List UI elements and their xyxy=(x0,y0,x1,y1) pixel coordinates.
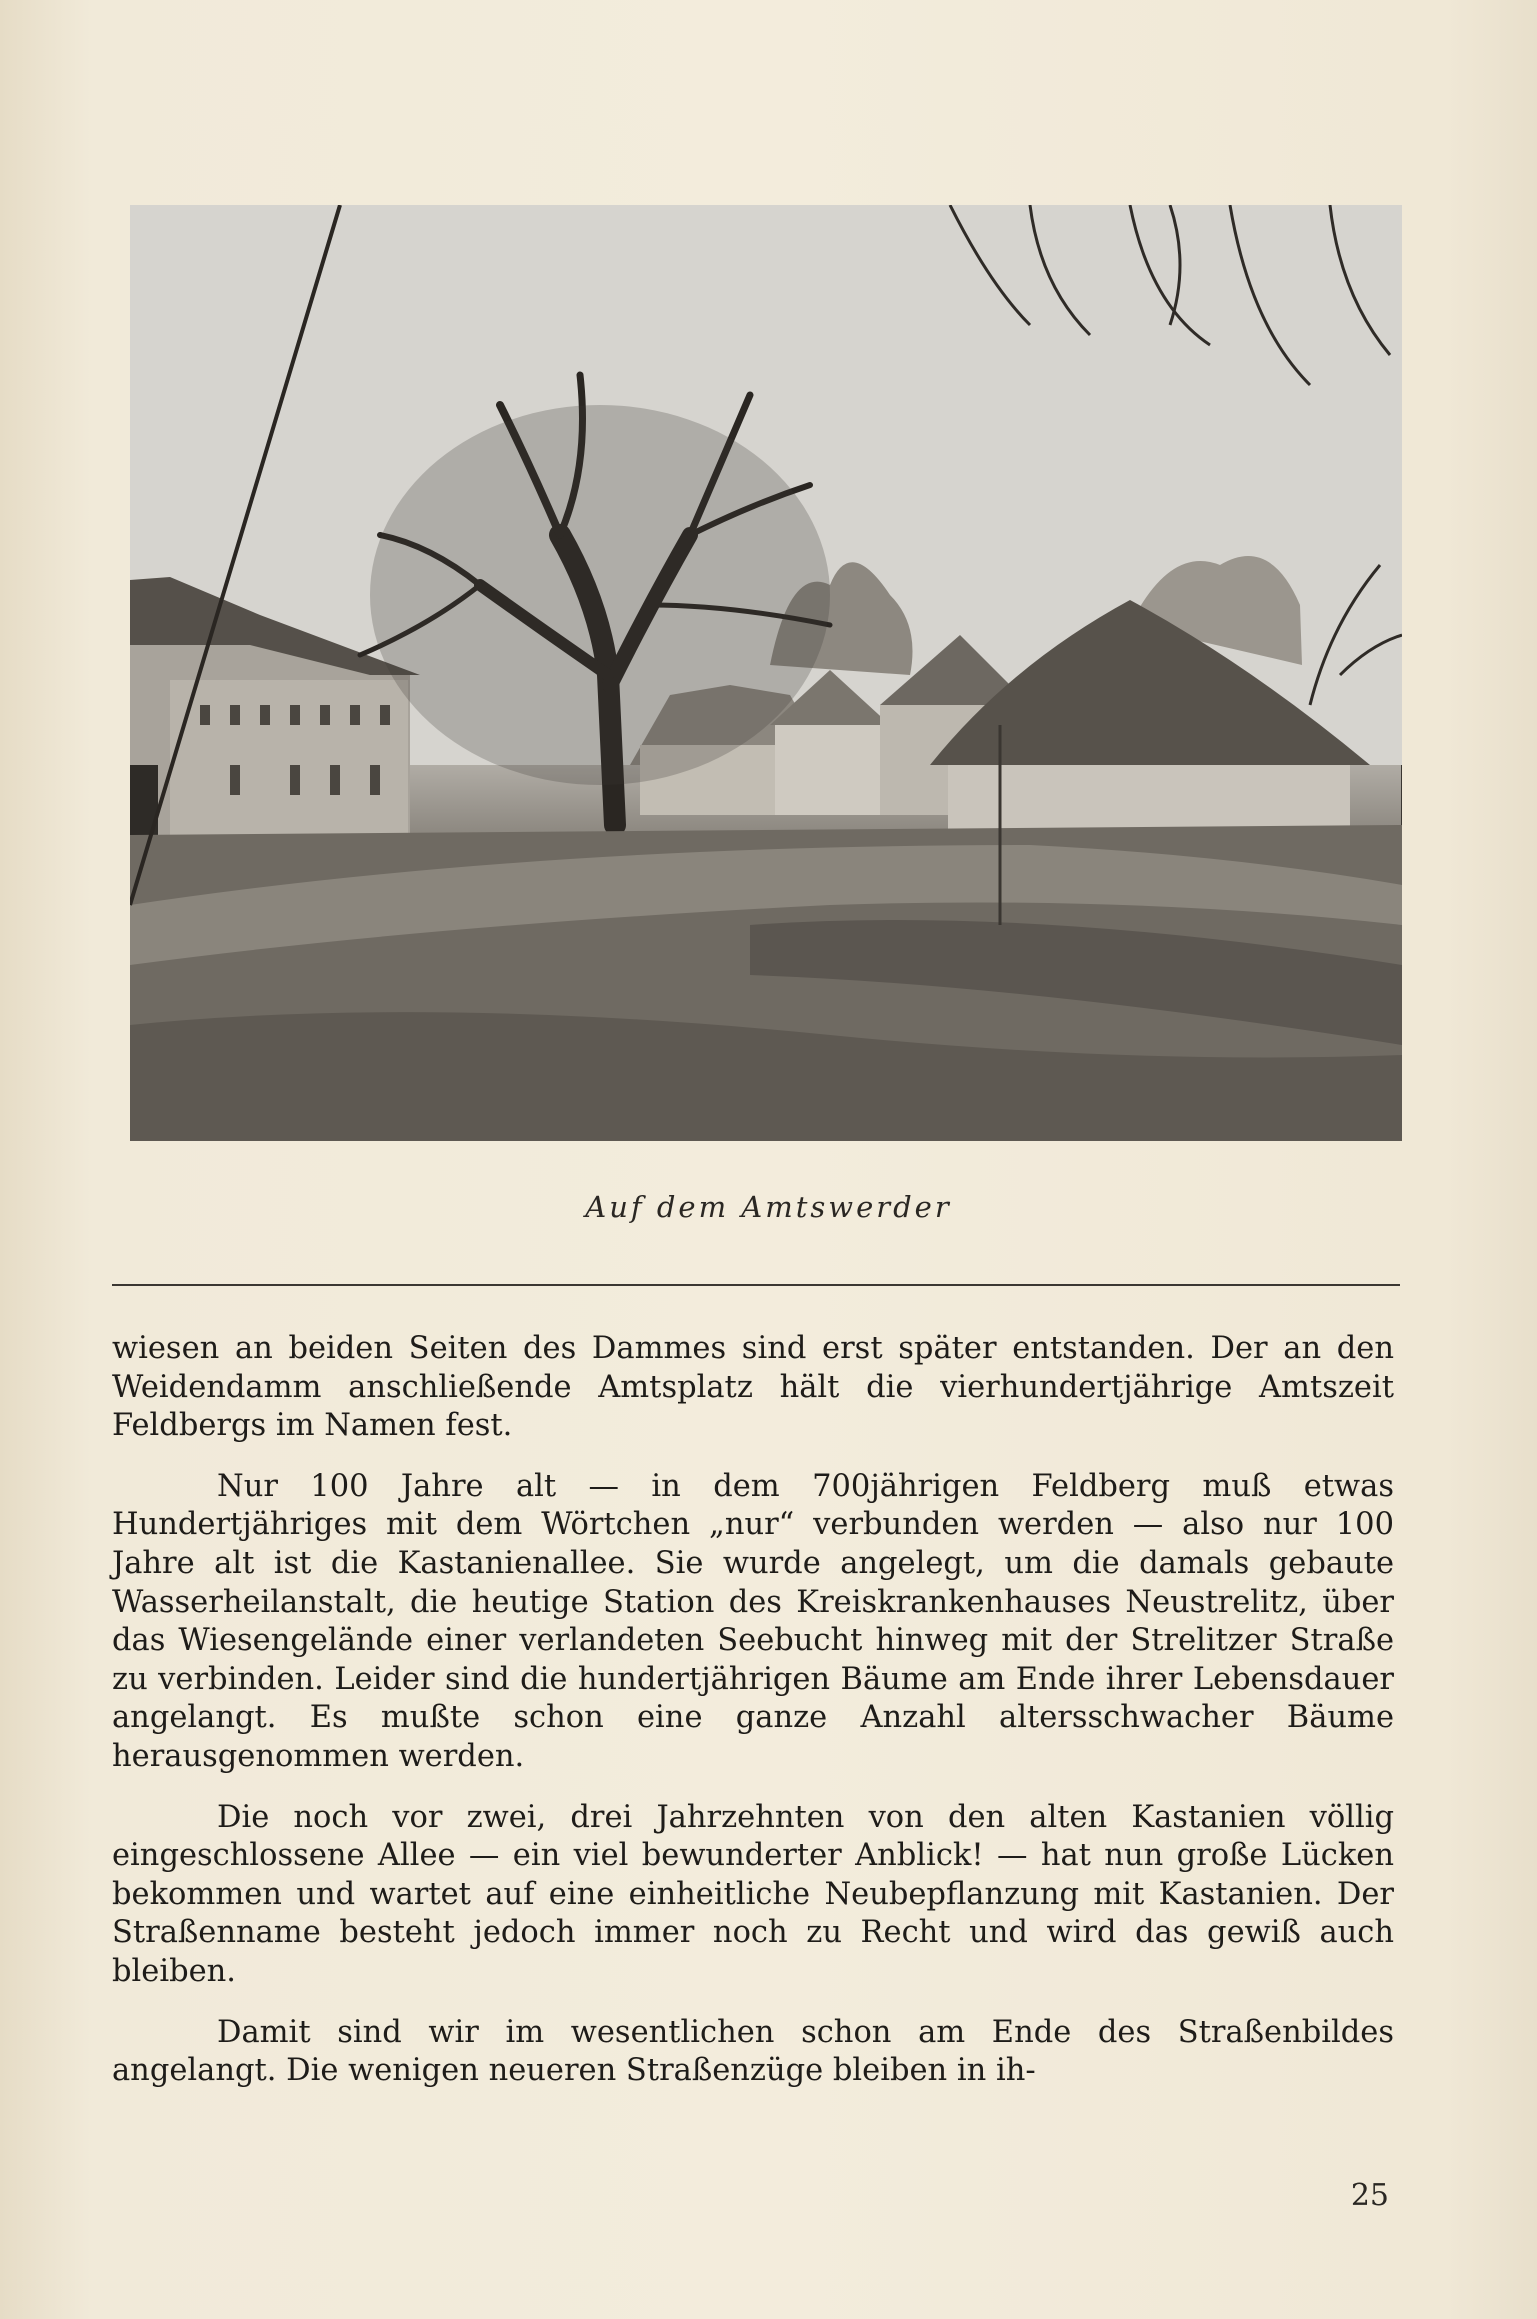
page-number: 25 xyxy=(1350,2178,1389,2213)
paragraph-4: Damit sind wir im wesentlichen schon am Ende des Straßenbildes angelangt. Die wenigen neueren Straßenzüge bleiben in ih- xyxy=(112,2014,1394,2089)
photo-drawing xyxy=(130,205,1402,1141)
caption-divider xyxy=(112,1284,1400,1286)
photo-caption: Auf dem Amtswerder xyxy=(585,1190,952,1224)
paragraph-2: Nur 100 Jahre alt — in dem 700jährigen Feldberg muß etwas Hundertjähriges mit dem Wörtchen „nur“ verbunden werden — also nur 100 Jahre alt ist die Kastanienallee. Sie wurde angelegt, um die damals gebaute Wasserheilanstalt, die heutige Station des Kreiskrankenhauses Neustrelitz, über das Wiesengelände einer verlandeten Seebucht hinweg mit der Strelitzer Straße zu verbinden. Leider sind die hundertjährigen Bäume am Ende ihrer Lebensdauer angelangt. Es mußte schon eine ganze Anzahl altersschwacher Bäume herausgenommen werden. xyxy=(112,1468,1394,1774)
paragraph-3: Die noch vor zwei, drei Jahrzehnten von den alten Kastanien völlig eingeschlossene Allee — ein viel bewunderter Anblick! — hat nun große Lücken bekommen und wartet auf eine einheitliche Neubepflanzung mit Kastanien. Der Straßenname besteht jedoch immer noch zu Recht und wird das gewiß auch bleiben. xyxy=(112,1799,1394,1989)
paragraph-1: wiesen an beiden Seiten des Dammes sind erst später entstanden. Der an den Weidendamm anschließende Amtsplatz hält die vierhundertjährige Amtszeit Feldbergs im Namen fest. xyxy=(112,1331,1394,1444)
body-text xyxy=(112,1330,1394,2113)
village-photo xyxy=(130,205,1402,1141)
